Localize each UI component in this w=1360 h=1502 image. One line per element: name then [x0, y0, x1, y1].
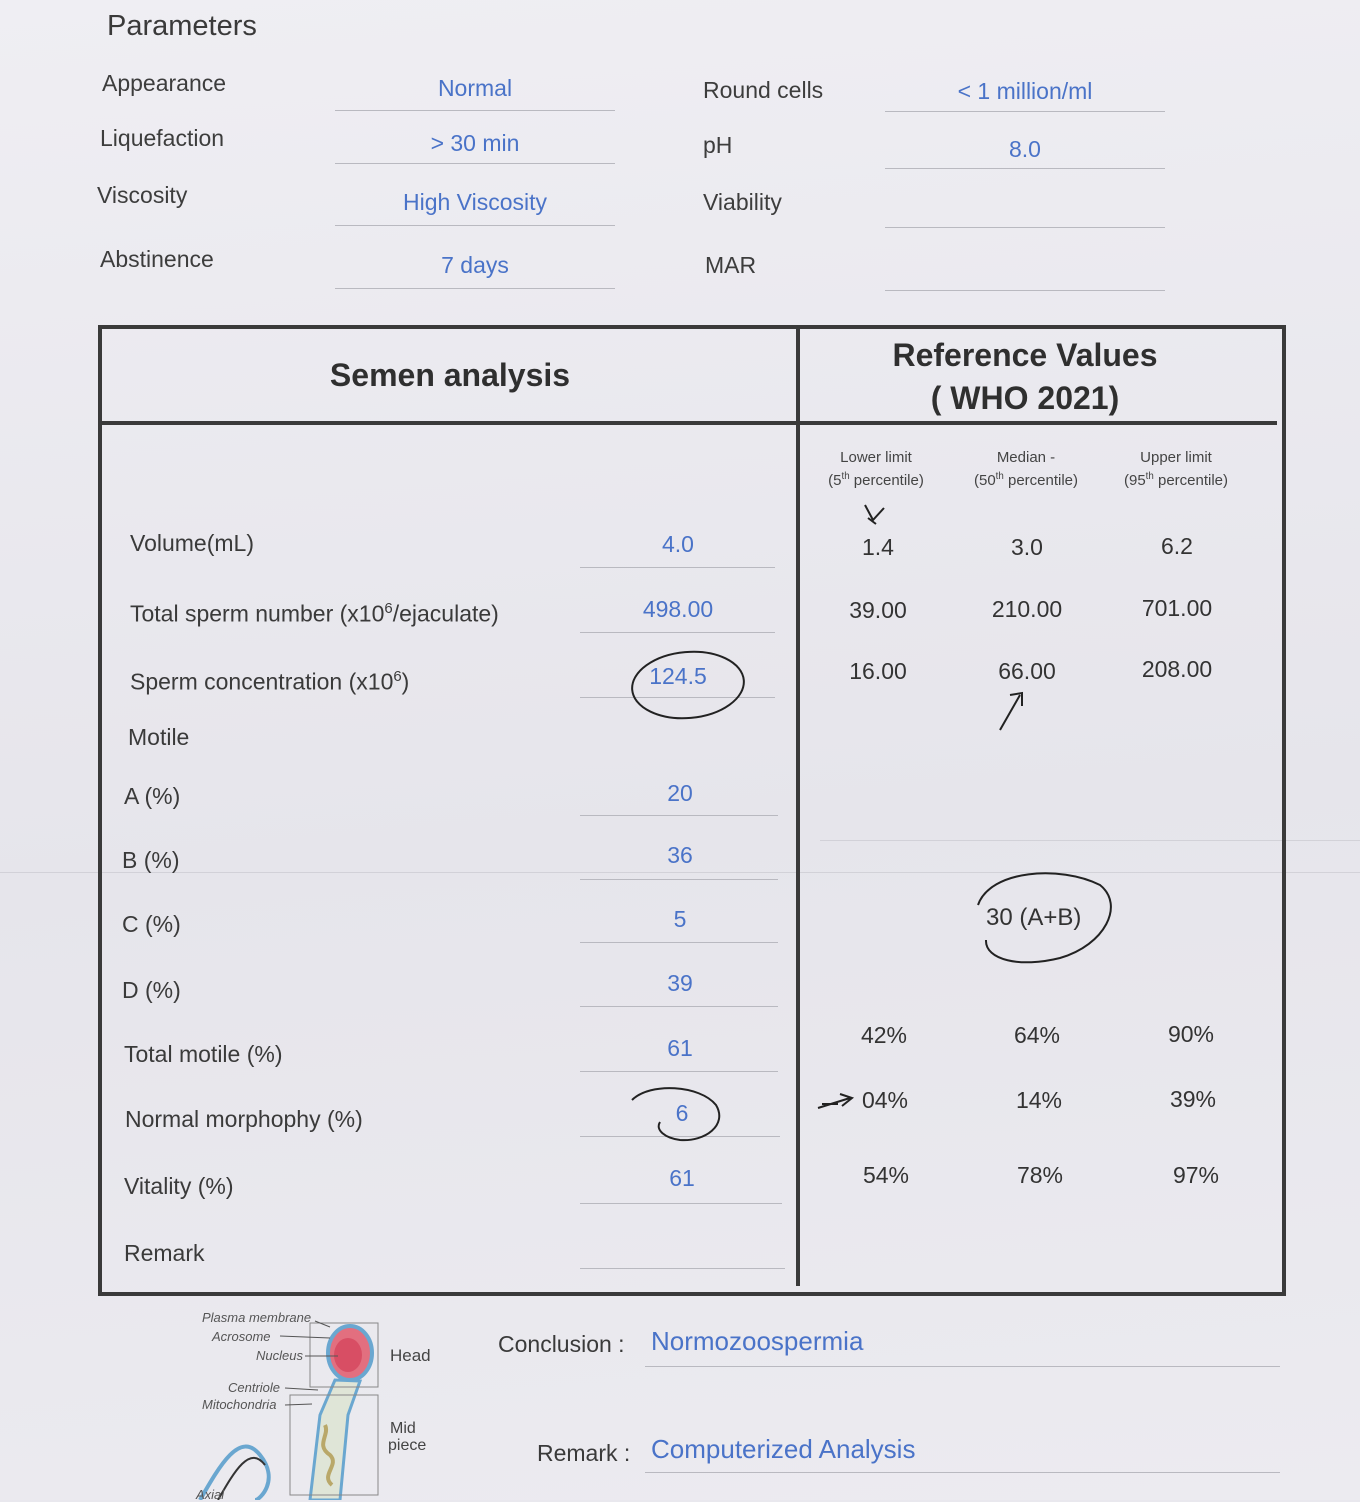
ref-median: 14% [1015, 1087, 1063, 1113]
ref-col-upper-title: Upper limit [1140, 449, 1212, 466]
who-2021-header: ( WHO 2021) [930, 380, 1120, 416]
param-round-cells-value: < 1 million/ml [957, 78, 1093, 104]
param-round-cells-label: Round cells [703, 77, 824, 103]
row-value: 498.00 [642, 596, 714, 622]
ref-col-median-sub: (50th percentile) [973, 471, 1079, 489]
param-liquefaction-value: > 30 min [430, 130, 520, 156]
remark-value: Computerized Analysis [651, 1434, 916, 1464]
diagram-label: Axial [196, 1487, 225, 1502]
diagram-label: Plasma membrane [202, 1310, 312, 1325]
row-value: 61 [667, 1035, 693, 1061]
diagram-head-label: Head [390, 1346, 431, 1365]
row-value: 39 [667, 970, 693, 996]
row-value: 4.0 [662, 531, 694, 557]
ref-median: 78% [1016, 1162, 1064, 1188]
diagram-mid-label: Mid [390, 1420, 416, 1437]
param-appearance-label: Appearance [102, 70, 227, 96]
ref-median: 66.00 [998, 658, 1056, 684]
ref-col-median-title: Median - [996, 449, 1056, 466]
row-label: Volume(mL) [130, 530, 254, 556]
ref-col-lower-sub: (5th percentile) [828, 471, 924, 489]
row-label: B (%) [122, 847, 180, 873]
param-viability-label: Viability [703, 189, 782, 215]
diagram-label: Centriole [228, 1380, 281, 1395]
row-label: Motile [128, 724, 190, 750]
row-label: Vitality (%) [124, 1173, 234, 1199]
ref-col-lower-title: Lower limit [840, 449, 912, 466]
param-viscosity-value: High Viscosity [402, 189, 548, 215]
ref-median: 210.00 [991, 596, 1063, 622]
diagram-label: Mitochondria [202, 1397, 277, 1412]
row-label: Total motile (%) [124, 1041, 283, 1067]
param-abstinence-label: Abstinence [100, 246, 214, 272]
row-label: Sperm concentration $(x10^6)$ [130, 668, 410, 695]
ref-upper: 97% [1172, 1162, 1220, 1188]
diagram-piece-label: piece [388, 1437, 427, 1454]
param-mar-label: MAR [705, 252, 757, 278]
row-value: 124.5 [649, 663, 707, 689]
param-appearance-value: Normal [437, 75, 513, 101]
semen-analysis-header: Semen analysis [329, 357, 571, 393]
reference-values-header: Reference Values [892, 337, 1158, 373]
ref-median: 3.0 [1011, 534, 1043, 560]
ref-lower: 42% [860, 1022, 908, 1048]
row-value: 6 [675, 1100, 689, 1126]
row-value: 36 [667, 842, 693, 868]
diagram-label: Acrosome [212, 1329, 271, 1344]
row-value: 20 [667, 780, 693, 806]
ref-lower: 16.00 [849, 658, 907, 684]
handwritten-note: 30 (A+B) [986, 904, 1082, 931]
row-label: A (%) [124, 783, 181, 809]
param-liquefaction-label: Liquefaction [100, 125, 225, 151]
conclusion-label: Conclusion : [498, 1331, 625, 1357]
param-abstinence-value: 7 days [441, 252, 509, 278]
ref-lower: 1.4 [862, 534, 894, 560]
conclusion-value: Normozoospermia [651, 1326, 864, 1356]
ref-median: 64% [1013, 1022, 1061, 1048]
row-label: C (%) [122, 911, 181, 937]
row-value: 61 [669, 1165, 695, 1191]
parameters-title: Parameters [107, 10, 257, 42]
row-label: Total sperm number $(x10^6/ejaculate)$ [130, 600, 499, 627]
ref-upper: 6.2 [1161, 533, 1193, 559]
ref-upper: 39% [1169, 1086, 1217, 1112]
ref-lower: 04% [861, 1087, 909, 1113]
ref-upper: 90% [1167, 1021, 1215, 1047]
row-label: D (%) [122, 977, 181, 1003]
ref-upper: 701.00 [1141, 595, 1213, 621]
row-label: Normal morphophy (%) [125, 1106, 363, 1132]
remark-label: Remark : [537, 1440, 631, 1466]
ref-upper: 208.00 [1141, 656, 1213, 682]
diagram-label: Nucleus [256, 1348, 303, 1363]
row-label: Remark [124, 1240, 205, 1266]
ref-lower: 54% [862, 1162, 910, 1188]
param-ph-value: 8.0 [1009, 136, 1041, 162]
ref-lower: 39.00 [849, 597, 907, 623]
param-ph-label: pH [703, 132, 733, 158]
ref-col-upper-sub: (95th percentile) [1123, 471, 1229, 489]
row-value: 5 [673, 906, 687, 932]
param-viscosity-label: Viscosity [97, 182, 188, 208]
